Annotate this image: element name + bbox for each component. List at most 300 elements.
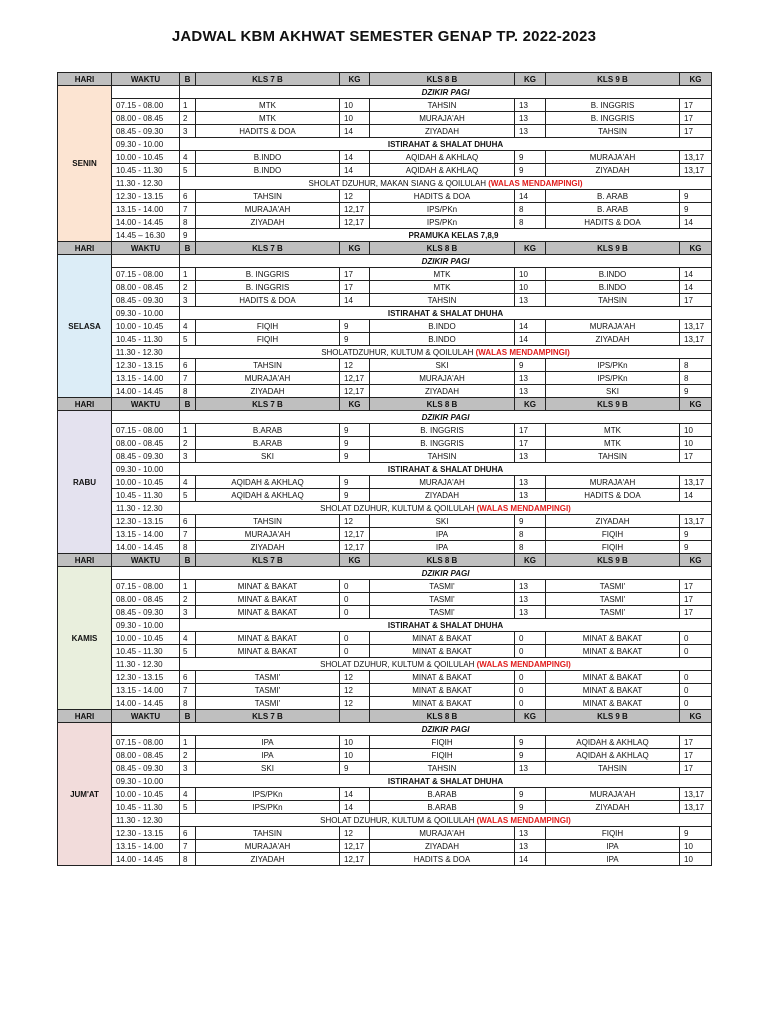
- column-header: KLS 9 B: [546, 73, 680, 86]
- table-row: [58, 645, 712, 658]
- time-cell: 08.00 - 08.45: [112, 112, 180, 125]
- table-row: [58, 411, 712, 424]
- kg-cell: 10: [340, 736, 370, 749]
- time-cell: 08.00 - 08.45: [112, 749, 180, 762]
- subject-cell: SKI: [370, 515, 515, 528]
- subject-cell: TASMI': [546, 580, 680, 593]
- kg-cell: 14: [340, 164, 370, 177]
- column-header: KLS 9 B: [546, 398, 680, 411]
- time-cell: 10.45 - 11.30: [112, 801, 180, 814]
- table-row: [58, 814, 712, 827]
- subject-cell: AQIDAH & AKHLAQ: [546, 736, 680, 749]
- period-cell: 6: [180, 515, 196, 528]
- time-cell: 08.00 - 08.45: [112, 281, 180, 294]
- column-header: WAKTU: [112, 398, 180, 411]
- column-header: KG: [680, 710, 712, 723]
- kg-cell: 12,17: [340, 853, 370, 866]
- column-header: HARI: [58, 73, 112, 86]
- header-row: [58, 242, 712, 255]
- subject-cell: SKI: [546, 385, 680, 398]
- activity-text: SHOLAT DZUHUR, KULTUM & QOILULAH: [320, 503, 477, 513]
- kg-cell: 17: [680, 99, 712, 112]
- kg-cell: 13: [515, 99, 546, 112]
- day-cell: SELASA: [58, 255, 112, 398]
- kg-cell: 12: [340, 684, 370, 697]
- table-row: [58, 762, 712, 775]
- subject-cell: TAHSIN: [546, 294, 680, 307]
- kg-cell: 0: [340, 606, 370, 619]
- kg-cell: 0: [680, 671, 712, 684]
- table-row: [58, 671, 712, 684]
- subject-cell: TAHSIN: [546, 762, 680, 775]
- period-cell: 4: [180, 320, 196, 333]
- time-cell: 10.45 - 11.30: [112, 489, 180, 502]
- time-cell: 12.30 - 13.15: [112, 671, 180, 684]
- subject-cell: AQIDAH & AKHLAQ: [370, 164, 515, 177]
- table-row: [58, 307, 712, 320]
- table-row: [58, 775, 712, 788]
- activity-text: SHOLATDZUHUR, KULTUM & QOILULAH: [321, 347, 476, 357]
- kg-cell: 13: [515, 593, 546, 606]
- kg-cell: 14: [680, 268, 712, 281]
- subject-cell: MURAJA'AH: [370, 372, 515, 385]
- column-header: KLS 8 B: [370, 710, 515, 723]
- column-header: B: [180, 73, 196, 86]
- table-row: [58, 372, 712, 385]
- table-row: [58, 99, 712, 112]
- time-cell: [112, 411, 180, 424]
- kg-cell: 9: [515, 736, 546, 749]
- time-cell: 10.45 - 11.30: [112, 164, 180, 177]
- walas-note: (WALAS MENDAMPINGI): [476, 503, 571, 513]
- table-row: [58, 840, 712, 853]
- subject-cell: ZIYADAH: [196, 541, 340, 554]
- subject-cell: MTK: [546, 437, 680, 450]
- kg-cell: 17: [515, 424, 546, 437]
- activity-text: ISTIRAHAT & SHALAT DHUHA: [387, 308, 504, 318]
- subject-cell: AQIDAH & AKHLAQ: [546, 749, 680, 762]
- period-cell: 2: [180, 281, 196, 294]
- subject-cell: B. INGGRIS: [370, 437, 515, 450]
- period-cell: 4: [180, 476, 196, 489]
- subject-cell: IPS/PKn: [196, 788, 340, 801]
- subject-cell: B.ARAB: [196, 424, 340, 437]
- period-cell: 3: [180, 450, 196, 463]
- table-row: [58, 489, 712, 502]
- subject-cell: IPS/PKn: [546, 372, 680, 385]
- column-header: KLS 8 B: [370, 73, 515, 86]
- kg-cell: 17: [680, 112, 712, 125]
- kg-cell: 12: [340, 827, 370, 840]
- kg-cell: 12,17: [340, 528, 370, 541]
- time-cell: 14.00 - 14.45: [112, 385, 180, 398]
- kg-cell: 13,17: [680, 333, 712, 346]
- subject-cell: TAHSIN: [370, 99, 515, 112]
- subject-cell: ZIYADAH: [370, 840, 515, 853]
- kg-cell: 12,17: [340, 840, 370, 853]
- schedule-table: [57, 72, 712, 866]
- kg-cell: 0: [680, 632, 712, 645]
- column-header: B: [180, 710, 196, 723]
- period-cell: 4: [180, 788, 196, 801]
- kg-cell: 10: [340, 112, 370, 125]
- time-cell: 12.30 - 13.15: [112, 359, 180, 372]
- kg-cell: 14: [680, 281, 712, 294]
- activity-cell: [180, 658, 712, 671]
- table-row: [58, 749, 712, 762]
- subject-cell: MURAJA'AH: [546, 788, 680, 801]
- kg-cell: 8: [680, 359, 712, 372]
- kg-cell: 17: [680, 294, 712, 307]
- table-row: [58, 619, 712, 632]
- time-cell: 11.30 - 12.30: [112, 814, 180, 827]
- subject-cell: TAHSIN: [196, 827, 340, 840]
- subject-cell: SKI: [196, 450, 340, 463]
- table-row: [58, 853, 712, 866]
- kg-cell: 0: [515, 697, 546, 710]
- subject-cell: B.INDO: [370, 320, 515, 333]
- table-row: [58, 632, 712, 645]
- kg-cell: 12: [340, 359, 370, 372]
- subject-cell: ZIYADAH: [546, 164, 680, 177]
- time-cell: 09.30 - 10.00: [112, 463, 180, 476]
- kg-cell: 14: [340, 151, 370, 164]
- period-cell: 1: [180, 424, 196, 437]
- time-cell: 10.00 - 10.45: [112, 476, 180, 489]
- subject-cell: B. ARAB: [546, 190, 680, 203]
- column-header: KG: [340, 242, 370, 255]
- kg-cell: 8: [515, 528, 546, 541]
- subject-cell: B.ARAB: [196, 437, 340, 450]
- table-row: [58, 294, 712, 307]
- subject-cell: MURAJA'AH: [196, 840, 340, 853]
- table-row: [58, 86, 712, 99]
- subject-cell: TASMI': [370, 606, 515, 619]
- activity-text: DZIKIR PAGI: [421, 724, 470, 734]
- time-cell: 13.15 - 14.00: [112, 203, 180, 216]
- kg-cell: 17: [515, 437, 546, 450]
- time-cell: 09.30 - 10.00: [112, 775, 180, 788]
- column-header: KLS 7 B: [196, 710, 340, 723]
- subject-cell: TASMI': [196, 671, 340, 684]
- kg-cell: 10: [515, 281, 546, 294]
- kg-cell: 14: [515, 190, 546, 203]
- subject-cell: MURAJA'AH: [546, 151, 680, 164]
- period-cell: 7: [180, 840, 196, 853]
- period-cell: 1: [180, 736, 196, 749]
- kg-cell: 17: [680, 125, 712, 138]
- subject-cell: HADITS & DOA: [546, 216, 680, 229]
- kg-cell: 14: [340, 294, 370, 307]
- day-cell: JUM'AT: [58, 723, 112, 866]
- subject-cell: IPA: [196, 736, 340, 749]
- time-cell: 07.15 - 08.00: [112, 268, 180, 281]
- subject-cell: IPA: [546, 840, 680, 853]
- column-header: KLS 9 B: [546, 710, 680, 723]
- activity-cell: [180, 502, 712, 515]
- table-row: [58, 229, 712, 242]
- subject-cell: MINAT & BAKAT: [370, 645, 515, 658]
- subject-cell: HADITS & DOA: [196, 125, 340, 138]
- period-cell: 6: [180, 827, 196, 840]
- subject-cell: MINAT & BAKAT: [546, 645, 680, 658]
- subject-cell: MURAJA'AH: [370, 112, 515, 125]
- kg-cell: 12: [340, 190, 370, 203]
- table-row: [58, 255, 712, 268]
- table-row: [58, 723, 712, 736]
- kg-cell: 9: [340, 424, 370, 437]
- subject-cell: B. ARAB: [546, 203, 680, 216]
- period-cell: 6: [180, 671, 196, 684]
- time-cell: 11.30 - 12.30: [112, 177, 180, 190]
- kg-cell: 8: [515, 216, 546, 229]
- subject-cell: TASMI': [196, 684, 340, 697]
- time-cell: 13.15 - 14.00: [112, 528, 180, 541]
- subject-cell: B.INDO: [196, 151, 340, 164]
- subject-cell: MURAJA'AH: [196, 203, 340, 216]
- subject-cell: MINAT & BAKAT: [546, 671, 680, 684]
- table-row: [58, 216, 712, 229]
- activity-text: SHOLAT DZUHUR, KULTUM & QOILULAH: [320, 815, 477, 825]
- kg-cell: 0: [680, 645, 712, 658]
- kg-cell: 8: [680, 372, 712, 385]
- activity-text: ISTIRAHAT & SHALAT DHUHA: [387, 776, 504, 786]
- subject-cell: B.INDO: [196, 164, 340, 177]
- table-row: [58, 437, 712, 450]
- activity-cell: [180, 411, 712, 424]
- period-cell: 5: [180, 164, 196, 177]
- table-row: [58, 476, 712, 489]
- kg-cell: 13: [515, 489, 546, 502]
- table-row: [58, 138, 712, 151]
- time-cell: 09.30 - 10.00: [112, 307, 180, 320]
- kg-cell: 9: [680, 827, 712, 840]
- header-row: [58, 710, 712, 723]
- subject-cell: IPA: [370, 541, 515, 554]
- subject-cell: AQIDAH & AKHLAQ: [196, 489, 340, 502]
- kg-cell: 17: [680, 606, 712, 619]
- subject-cell: ZIYADAH: [546, 801, 680, 814]
- time-cell: 14.00 - 14.45: [112, 216, 180, 229]
- period-cell: 9: [180, 229, 196, 242]
- subject-cell: B. INGGRIS: [196, 281, 340, 294]
- kg-cell: 9: [515, 151, 546, 164]
- kg-cell: 17: [340, 281, 370, 294]
- subject-cell: IPA: [370, 528, 515, 541]
- subject-cell: HADITS & DOA: [546, 489, 680, 502]
- subject-cell: MINAT & BAKAT: [370, 697, 515, 710]
- time-cell: 08.45 - 09.30: [112, 762, 180, 775]
- kg-cell: 9: [680, 203, 712, 216]
- kg-cell: 13,17: [680, 320, 712, 333]
- period-cell: 3: [180, 125, 196, 138]
- time-cell: 09.30 - 10.00: [112, 619, 180, 632]
- period-cell: 7: [180, 684, 196, 697]
- kg-cell: 13,17: [680, 151, 712, 164]
- kg-cell: 13: [515, 125, 546, 138]
- period-cell: 3: [180, 294, 196, 307]
- subject-cell: ZIYADAH: [370, 125, 515, 138]
- kg-cell: 13,17: [680, 164, 712, 177]
- column-header: B: [180, 242, 196, 255]
- subject-cell: FIQIH: [370, 749, 515, 762]
- subject-cell: MURAJA'AH: [370, 476, 515, 489]
- table-row: [58, 658, 712, 671]
- subject-cell: MINAT & BAKAT: [546, 684, 680, 697]
- subject-cell: TASMI': [546, 606, 680, 619]
- kg-cell: 14: [515, 333, 546, 346]
- subject-cell: MTK: [196, 112, 340, 125]
- kg-cell: 9: [340, 320, 370, 333]
- kg-cell: 12,17: [340, 216, 370, 229]
- subject-cell: B.ARAB: [370, 788, 515, 801]
- time-cell: 12.30 - 13.15: [112, 515, 180, 528]
- subject-cell: TAHSIN: [196, 515, 340, 528]
- kg-cell: 12,17: [340, 385, 370, 398]
- table-row: [58, 736, 712, 749]
- period-cell: 7: [180, 528, 196, 541]
- kg-cell: 12,17: [340, 203, 370, 216]
- column-header: KG: [515, 242, 546, 255]
- activity-cell: [180, 775, 712, 788]
- kg-cell: 0: [680, 684, 712, 697]
- time-cell: 10.00 - 10.45: [112, 632, 180, 645]
- activity-text: DZIKIR PAGI: [421, 87, 470, 97]
- subject-cell: ZIYADAH: [546, 515, 680, 528]
- subject-cell: ZIYADAH: [370, 489, 515, 502]
- column-header: KLS 7 B: [196, 398, 340, 411]
- kg-cell: 12: [340, 697, 370, 710]
- time-cell: 07.15 - 08.00: [112, 580, 180, 593]
- activity-cell: [180, 346, 712, 359]
- period-cell: 1: [180, 268, 196, 281]
- subject-cell: MINAT & BAKAT: [196, 632, 340, 645]
- column-header: HARI: [58, 398, 112, 411]
- table-row: [58, 827, 712, 840]
- kg-cell: 10: [340, 749, 370, 762]
- kg-cell: 10: [680, 840, 712, 853]
- column-header: HARI: [58, 242, 112, 255]
- kg-cell: 13: [515, 606, 546, 619]
- column-header: HARI: [58, 554, 112, 567]
- column-header: KLS 8 B: [370, 242, 515, 255]
- activity-text: ISTIRAHAT & SHALAT DHUHA: [387, 620, 504, 630]
- kg-cell: 0: [340, 645, 370, 658]
- time-cell: 09.30 - 10.00: [112, 138, 180, 151]
- kg-cell: 10: [515, 268, 546, 281]
- time-cell: 11.30 - 12.30: [112, 346, 180, 359]
- period-cell: 6: [180, 190, 196, 203]
- kg-cell: 13: [515, 827, 546, 840]
- kg-cell: 13: [515, 580, 546, 593]
- subject-cell: TASMI': [196, 697, 340, 710]
- table-row: [58, 515, 712, 528]
- subject-cell: TAHSIN: [370, 762, 515, 775]
- kg-cell: 9: [515, 359, 546, 372]
- table-row: [58, 424, 712, 437]
- period-cell: 8: [180, 216, 196, 229]
- kg-cell: 8: [515, 203, 546, 216]
- subject-cell: ZIYADAH: [370, 385, 515, 398]
- kg-cell: 0: [515, 684, 546, 697]
- table-row: [58, 502, 712, 515]
- column-header: KG: [515, 73, 546, 86]
- kg-cell: 13,17: [680, 788, 712, 801]
- table-row: [58, 567, 712, 580]
- subject-cell: TASMI': [370, 593, 515, 606]
- column-header: KG: [680, 242, 712, 255]
- table-row: [58, 801, 712, 814]
- period-cell: 8: [180, 541, 196, 554]
- table-row: [58, 606, 712, 619]
- column-header: KG: [680, 73, 712, 86]
- kg-cell: 14: [340, 125, 370, 138]
- kg-cell: 13: [515, 385, 546, 398]
- column-header: KG: [340, 398, 370, 411]
- kg-cell: 0: [515, 645, 546, 658]
- time-cell: 14.00 - 14.45: [112, 853, 180, 866]
- kg-cell: 10: [680, 853, 712, 866]
- table-row: [58, 151, 712, 164]
- kg-cell: 17: [680, 762, 712, 775]
- subject-cell: B. INGGRIS: [546, 112, 680, 125]
- subject-cell: MTK: [546, 424, 680, 437]
- kg-cell: 13: [515, 762, 546, 775]
- subject-cell: IPS/PKn: [546, 359, 680, 372]
- activity-cell: [180, 567, 712, 580]
- kg-cell: 13,17: [680, 801, 712, 814]
- subject-cell: SKI: [370, 359, 515, 372]
- kg-cell: 17: [680, 450, 712, 463]
- period-cell: 2: [180, 593, 196, 606]
- subject-cell: MINAT & BAKAT: [196, 606, 340, 619]
- kg-cell: 0: [340, 593, 370, 606]
- subject-cell: ZIYADAH: [196, 385, 340, 398]
- kg-cell: 14: [515, 320, 546, 333]
- subject-cell: MURAJA'AH: [546, 476, 680, 489]
- subject-cell: SKI: [196, 762, 340, 775]
- subject-cell: MTK: [196, 99, 340, 112]
- subject-cell: IPA: [196, 749, 340, 762]
- kg-cell: 17: [680, 593, 712, 606]
- subject-cell: MURAJA'AH: [196, 372, 340, 385]
- day-cell: RABU: [58, 411, 112, 554]
- column-header: KG: [515, 710, 546, 723]
- kg-cell: 9: [340, 762, 370, 775]
- period-cell: 8: [180, 853, 196, 866]
- time-cell: 14.00 - 14.45: [112, 697, 180, 710]
- table-row: [58, 788, 712, 801]
- subject-cell: HADITS & DOA: [370, 190, 515, 203]
- subject-cell: TAHSIN: [370, 450, 515, 463]
- subject-cell: FIQIH: [370, 736, 515, 749]
- column-header: KG: [340, 73, 370, 86]
- subject-cell: MINAT & BAKAT: [196, 593, 340, 606]
- column-header: KLS 7 B: [196, 242, 340, 255]
- time-cell: 08.00 - 08.45: [112, 437, 180, 450]
- time-cell: 07.15 - 08.00: [112, 99, 180, 112]
- period-cell: 8: [180, 385, 196, 398]
- walas-note: (WALAS MENDAMPINGI): [475, 347, 570, 357]
- subject-cell: IPS/PKn: [196, 801, 340, 814]
- subject-cell: MINAT & BAKAT: [370, 632, 515, 645]
- kg-cell: 9: [515, 515, 546, 528]
- activity-cell: [180, 723, 712, 736]
- time-cell: 10.00 - 10.45: [112, 151, 180, 164]
- subject-cell: B. INGGRIS: [546, 99, 680, 112]
- table-row: [58, 112, 712, 125]
- time-cell: 10.00 - 10.45: [112, 320, 180, 333]
